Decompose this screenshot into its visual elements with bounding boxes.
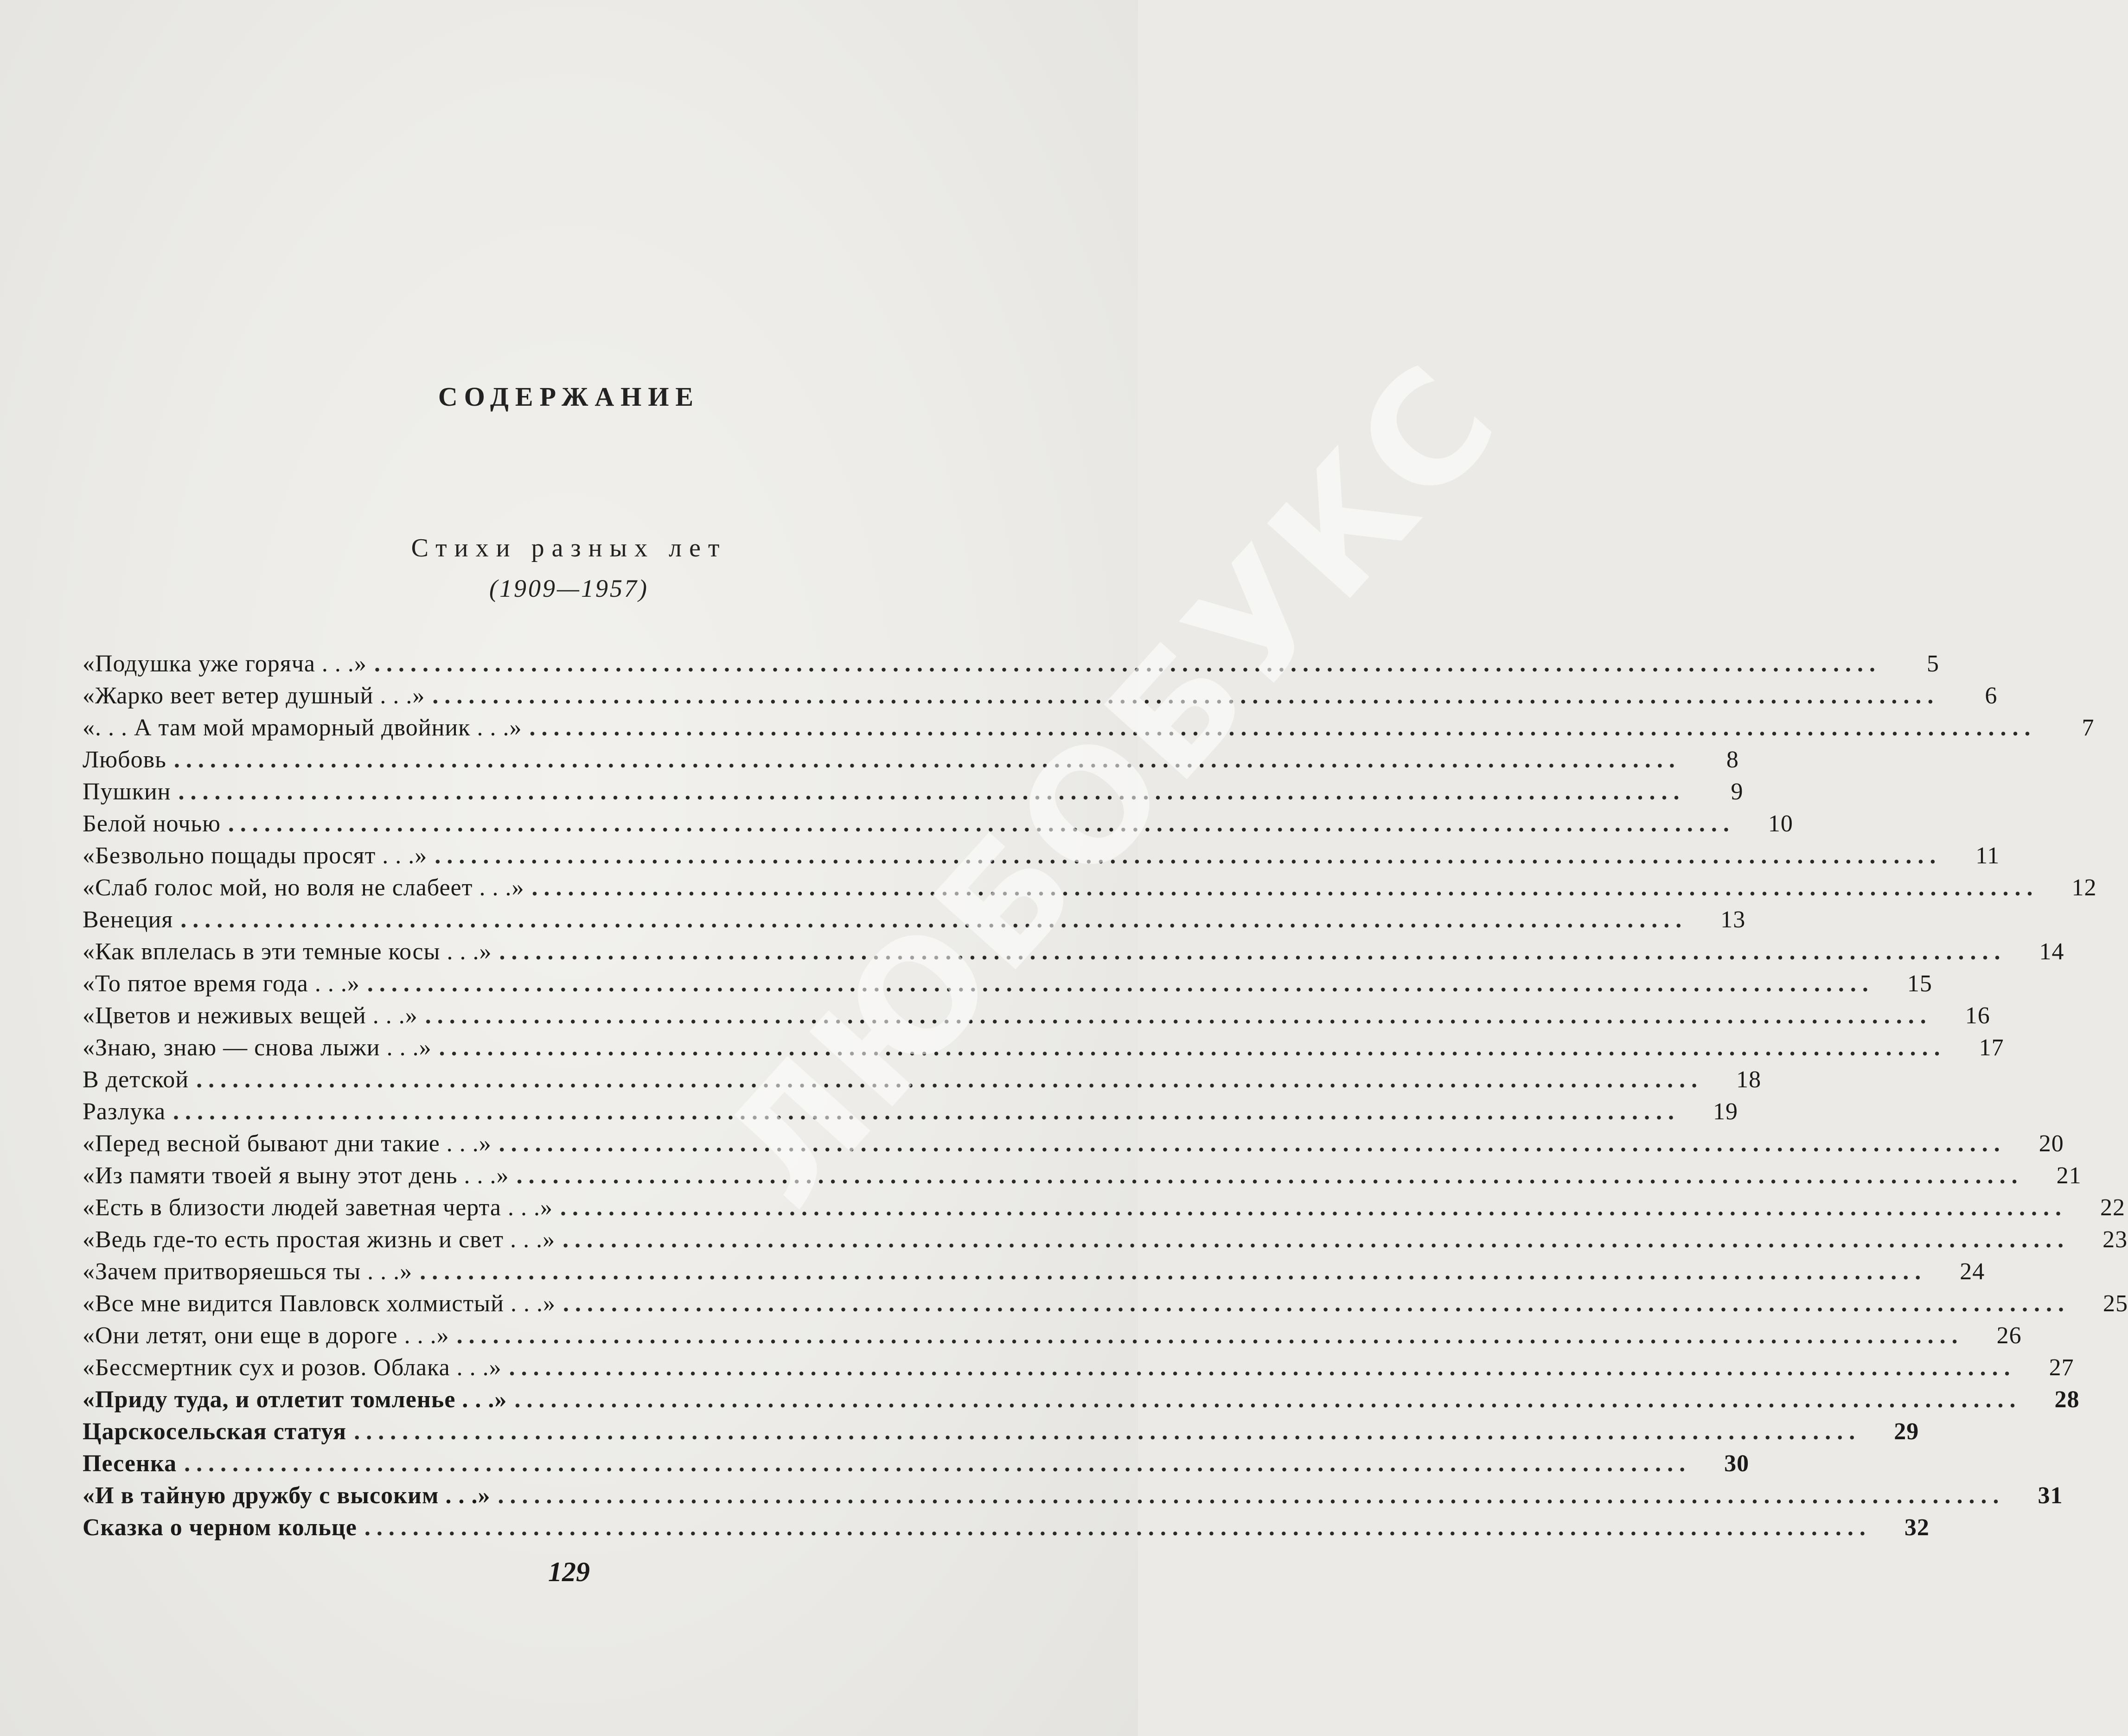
toc-entry-title: «Зачем притворяешься ты . . .» (83, 1258, 413, 1285)
toc-entry-page: 19 (1713, 1098, 1738, 1125)
toc-entry-title: «Все мне видится Павловск холмистый . . .» (83, 1290, 556, 1317)
toc-entry (83, 680, 1998, 712)
toc-leader-dots (196, 1064, 1697, 1096)
toc-entry-page: 12 (2071, 874, 2097, 901)
toc-leader-dots (439, 1032, 1940, 1064)
toc-leader-dots (457, 1320, 1958, 1352)
toc-entry-page: 8 (1726, 747, 1739, 773)
toc-entry (83, 1224, 2128, 1256)
toc-entry-page: 27 (2049, 1354, 2074, 1381)
toc-leader-dots (499, 936, 2000, 968)
toc-entry-title: «Бессмертник сух и розов. Облака . . .» (83, 1354, 502, 1381)
toc-entry-page: 9 (1731, 779, 1744, 805)
toc-entry (83, 1416, 1919, 1448)
toc-leader-dots (174, 744, 1675, 776)
toc-entry-page: 30 (1724, 1450, 1750, 1477)
toc-entry-title: «Есть в близости людей заветная черта . . .» (83, 1194, 553, 1221)
toc-entry (83, 1000, 1990, 1032)
toc-entry (83, 840, 2000, 872)
toc-entry-page: 16 (1965, 1002, 1990, 1029)
toc-leader-dots (374, 648, 1875, 680)
toc-leader-dots (179, 776, 1680, 808)
toc-entry-title: Песенка (83, 1450, 177, 1477)
toc-leader-dots (514, 1384, 2015, 1416)
toc-entry (83, 968, 1932, 1000)
toc-entry-title: В детской (83, 1066, 189, 1093)
toc-leader-dots (420, 1256, 1921, 1288)
page-number: 129 (548, 1557, 590, 1587)
toc-leader-dots (562, 1224, 2064, 1256)
toc-entry (83, 1096, 1738, 1128)
toc-entry-page: 18 (1736, 1066, 1762, 1093)
toc-entry-title: «Цветов и неживых вещей . . .» (83, 1002, 418, 1029)
toc-leader-dots (432, 680, 1933, 712)
toc-entry (83, 808, 1793, 840)
toc-entry (83, 1352, 2074, 1384)
toc-entry-title: Сказка о черном кольце (83, 1514, 357, 1541)
toc-entry-title: Венеция (83, 906, 173, 933)
toc-leader-dots (228, 808, 1729, 840)
toc-entry-title: «. . . А там мой мраморный двойник . . .» (83, 715, 522, 741)
toc-entry-page: 28 (2054, 1386, 2080, 1413)
toc-entry (83, 1032, 2004, 1064)
toc-entry-page: 5 (1926, 651, 1939, 677)
toc-entry-page: 15 (1907, 970, 1932, 997)
toc-entry-title: Разлука (83, 1098, 166, 1125)
toc-entry (83, 712, 2095, 744)
toc-entry-page: 24 (1960, 1258, 1985, 1285)
toc-entry-title: Пушкин (83, 779, 171, 805)
toc-entry-title: «Они летят, они еще в дороге . . .» (83, 1322, 449, 1349)
toc-entry-page: 32 (1904, 1514, 1930, 1541)
toc-entry (83, 1480, 2063, 1512)
toc-entry (83, 776, 1744, 808)
toc-entry-title: «Из памяти твоей я выну этот день . . .» (83, 1162, 509, 1189)
contents-heading: СОДЕРЖАНИЕ (438, 382, 700, 412)
toc-leader-dots (498, 1480, 1999, 1512)
toc-leader-dots (509, 1352, 2010, 1384)
toc-leader-dots (530, 712, 2031, 744)
toc-leader-dots (364, 1512, 1866, 1544)
toc-entry-page: 22 (2100, 1194, 2125, 1221)
toc-entry-title: «Подушка уже горяча . . .» (83, 651, 367, 677)
toc-leader-dots (354, 1416, 1855, 1448)
toc-entry (83, 936, 2064, 968)
toc-leader-dots (499, 1128, 2000, 1160)
toc-leader-dots (184, 1448, 1685, 1480)
toc-entry (83, 1160, 2082, 1192)
toc-entry (83, 1128, 2064, 1160)
toc-leader-dots (173, 1096, 1674, 1128)
toc-entry-page: 14 (2039, 938, 2064, 965)
toc-entry-page: 11 (1975, 842, 2000, 869)
toc-entry (83, 1256, 1985, 1288)
toc-entry-page: 31 (2038, 1482, 2063, 1509)
toc-entry (83, 744, 1739, 776)
toc-entry-title: «И в тайную дружбу с высоким . . .» (83, 1482, 491, 1509)
toc-entry-page: 21 (2056, 1162, 2082, 1189)
section-title: Стихи разных лет (411, 534, 727, 562)
toc-leader-dots (517, 1160, 2018, 1192)
toc-leader-dots (563, 1288, 2064, 1320)
toc-entry (83, 648, 1939, 680)
toc-leader-dots (560, 1192, 2061, 1224)
toc-entry-title: «Слаб голос мой, но воля не слабеет . . .» (83, 874, 524, 901)
section-years: (1909—1957) (489, 574, 649, 602)
toc-entry (83, 1288, 2128, 1320)
toc-entry-title: Царскосельская статуя (83, 1418, 347, 1445)
toc-leader-dots (435, 840, 1936, 872)
toc-entry-page: 29 (1894, 1418, 1919, 1445)
toc-entry (83, 904, 1746, 936)
toc-entry-page: 23 (2102, 1226, 2128, 1253)
toc-leader-dots (531, 872, 2032, 904)
toc-entry-title: Любовь (83, 747, 166, 773)
toc-entry (83, 1192, 2125, 1224)
toc-entry-title: «Безвольно пощады просят . . .» (83, 842, 428, 869)
toc-entry (83, 1064, 1762, 1096)
toc-entry-page: 13 (1720, 906, 1746, 933)
toc-entry-title: «Перед весной бывают дни такие . . .» (83, 1130, 492, 1157)
toc-entry-page: 17 (1979, 1034, 2004, 1061)
toc-entry-title: «Жарко веет ветер душный . . .» (83, 683, 425, 709)
toc-entry (83, 872, 2097, 904)
toc-leader-dots (367, 968, 1868, 1000)
toc-entry-title: «Ведь где-то есть простая жизнь и свет . . .» (83, 1226, 556, 1253)
toc-entry (83, 1448, 1750, 1480)
toc-entry-page: 6 (1985, 683, 1998, 709)
toc-entry-title: «Как вплелась в эти темные косы . . .» (83, 938, 492, 965)
watermark: ЛЮБОБУКС (689, 330, 1533, 1239)
toc-leader-dots (180, 904, 1681, 936)
toc-entry-page: 25 (2102, 1290, 2128, 1317)
toc-entry-page: 10 (1768, 811, 1793, 837)
toc-entry-page: 7 (2082, 715, 2095, 741)
toc-entry (83, 1512, 1930, 1544)
toc-entry (83, 1320, 2022, 1352)
toc-entry-title: «То пятое время года . . .» (83, 970, 360, 997)
toc-entry-page: 26 (1996, 1322, 2022, 1349)
toc-leader-dots (425, 1000, 1926, 1032)
toc-entry-page: 20 (2039, 1130, 2064, 1157)
toc-entry-title: Белой ночью (83, 811, 221, 837)
toc-entry-title: «Знаю, знаю — снова лыжи . . .» (83, 1034, 432, 1061)
toc-entry-title: «Приду туда, и отлетит томленье . . .» (83, 1386, 507, 1413)
toc-entry (83, 1384, 2080, 1416)
